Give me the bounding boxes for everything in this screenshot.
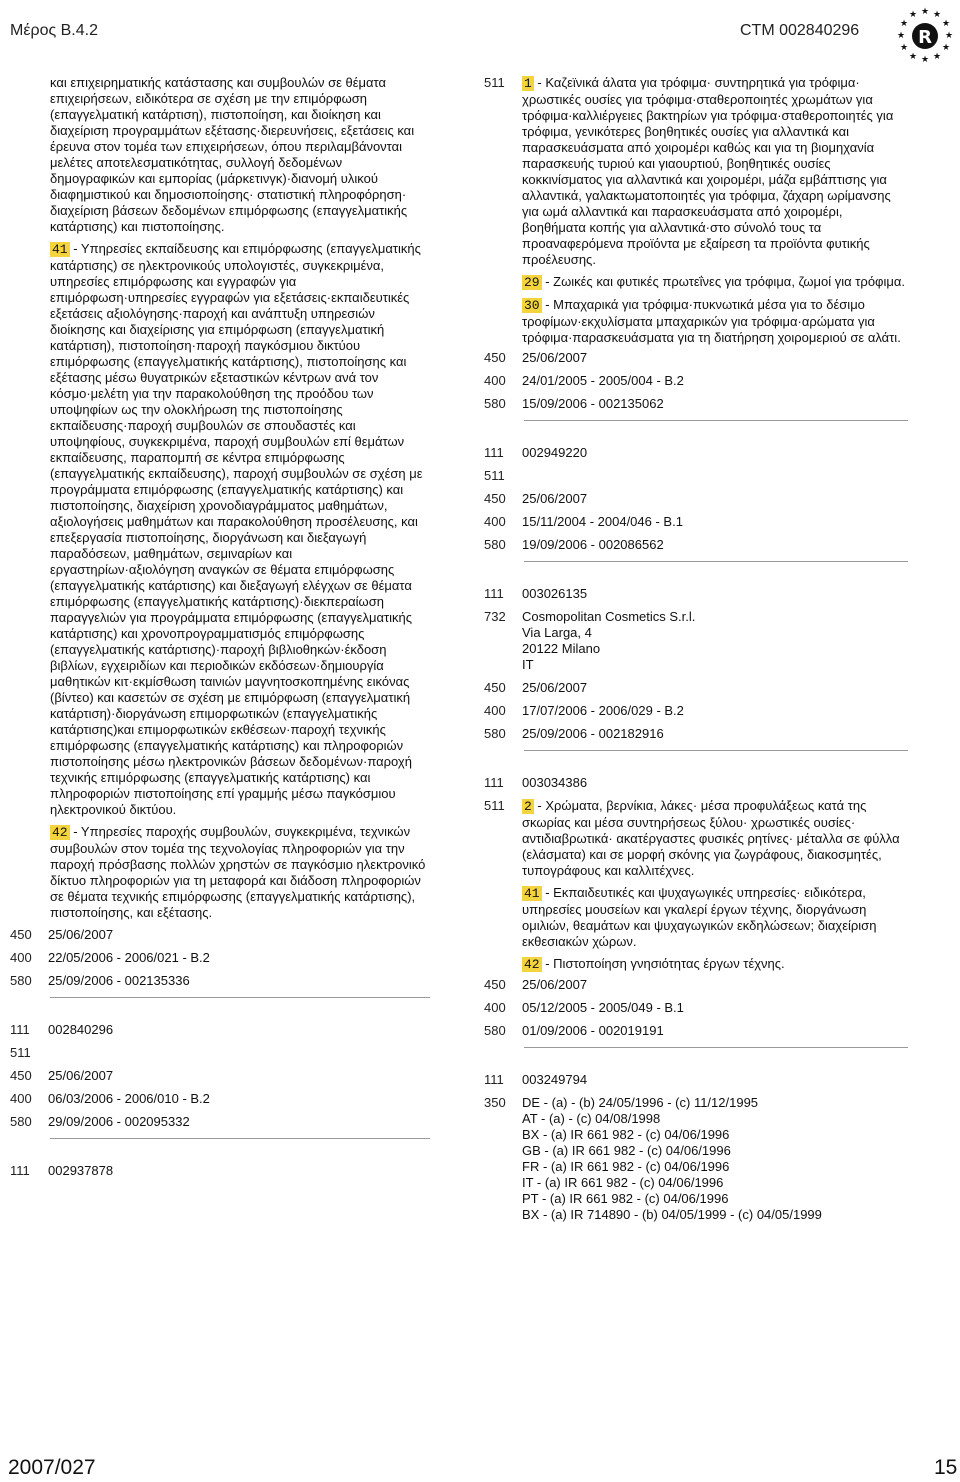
field-value: 25/06/2007 [48,1068,114,1083]
field-value: 25/06/2007 [522,350,588,365]
field-code: 400 [484,703,506,718]
field-code: 111 [484,445,504,460]
class-number-badge: 42 [52,825,68,840]
field-value: 25/09/2006 - 002182916 [522,726,664,741]
field-code: 111 [484,775,504,790]
field-code: 400 [484,514,506,529]
field-value: 17/07/2006 - 2006/029 - B.2 [522,703,684,718]
svg-text:★: ★ [908,52,918,62]
class-number-badge: 2 [524,799,532,814]
field-code: 450 [484,680,506,695]
field-row [10,1045,430,1061]
class-item-text: - Πιστοποίηση γνησιότητας έργων τέχνης. [541,956,785,971]
field-row [10,1022,430,1038]
class-41-text: - Υπηρεσίες εκπαίδευσης και επιμόρφωσης (επαγγελματικής κατάρτισης) σε ηλεκτρονικούς υπολογιστές, συγκεκριμένα, υπηρεσίες επιμόρφωσης και εγγραφών για επιμόρφωση·υπηρεσίες εγγραφών για εξετάσεις·εκπαιδευτικές εξετάσεις αξιολόγησης·παροχή και ανάπτυξη υπηρεσιών διοίκησης και διαχείρισης για επιμόρφωση (επαγγελματική κατάρτιση), πιστοποίηση·παροχή παγκόσμιου δικτύου επιμόρφωσης (επαγγελματικής κατάρτισης), πιστοποίησης και εξέτασης μέσω θυγατρικών εξεταστικών κέντρων ανά τον κόσμο·μελέτη για την παρακολούθηση της προόδου των υποψηφίων ως την ολοκλήρωση της πιστοποίησης εκπαίδευσης·παροχή συμβουλών σε σπουδαστές και υποψηφίους, συγκεκριμένα, παροχή συμβουλών επί θεμάτων εκπαίδευσης, παραπομπή σε κέντρα επιμόρφωσης (επαγγελματικής εκπαίδευσης), παροχή συμβουλών σε σχέση με προγράμματα επιμόρφωσης (επαγγελματικής κατάρτισης) και πιστοποίησης, διαχείριση χρονοδιαγράμματος μαθημάτων, αξιολογήσεις μαθημάτων και παρακολούθηση προσέλευσης, και επεξεργασία πιστοποίησης, διοργάνωση και διεξαγωγή παραδόσεων, μαθημάτων, σεμιναρίων και εργαστηρίων·αξιολόγηση αναγκών σε θέματα επιμόρφωσης (επαγγελματικής κατάρτισης) και διεξαγωγή ελέγχων σε θέματα επιμόρφωσης (επαγγελματικής κατάρτισης)·διεκπεραίωση παραγγελιών για προγράμματα επιμόρφωσης (επαγγελματικής κατάρτισης) και χρονοπρογραμματισμός επιμόρφωσης (επαγγελματικής κατάρτισης)·παροχή βιβλιοθηκών·έκδοση βιβλίων, εγχειριδίων και περιοδικών εκδόσεων·δημιουργία μαθητικών κιτ·εκμίσθωση ταινιών μαγνητοσκοπημένης εικόνας (βίντεο) και κασετών σε σχέση με επιμόρφωση (επαγγελματική κατάρτιση)·διοργάνωση επιμορφωτικών (επαγγελματικής κατάρτισης)και επιμορφωτικών εκθέσεων·παροχή τεχνικής επιμόρφωσης (επαγγελματικής κατάρτισης) και πληροφοριών πιστοποίησης μέσω ηλεκτρονικών βάσεων δεδομένων·παροχή τεχνικής επιμόρφωσης (επαγγελματικής κατάρτισης) και πληροφοριών πιστοποίησης επί γραμμής μέσω παγκόσμιου ηλεκτρονικού δικτύου. [50,241,423,817]
field-row [484,373,908,389]
field-code: 580 [10,973,32,988]
header-ctm: CTM 002840296 [740,22,860,39]
class-item-text: - Μπαχαρικά για τρόφιμα·πυκνωτικά μέσα για το δέσιμο τροφίμων·εκχυλίσματα μπαχαρικών για τρόφιμα·αρώματα για τρόφιμα·παρασκευάσματα για τη διατήρηση χοιρομεριού σε αλάτι. [522,297,901,345]
field-value [48,1045,430,1061]
field-value: 29/09/2006 - 002095332 [48,1114,190,1129]
field-value: 06/03/2006 - 2006/010 - B.2 [48,1091,210,1106]
field-row [484,1023,908,1039]
field-code: 580 [484,726,506,741]
owner-city: 20122 Milano [522,641,601,656]
field-code: 450 [484,977,506,992]
field-code: 400 [10,950,32,965]
seniority-line: GB - (a) IR 661 982 - (c) 04/06/1996 [522,1143,731,1158]
owner-block [484,609,908,673]
field-row [484,977,908,993]
svg-text:★: ★ [932,52,942,62]
field-code: 580 [10,1114,32,1129]
field-code: 580 [484,537,506,552]
field-value: 003249794 [522,1072,588,1087]
goods-services-block [484,798,908,973]
field-value: 003026135 [522,586,588,601]
field-value: 25/09/2006 - 002135336 [48,973,190,988]
class-item-text: - Εκπαιδευτικές και ψυχαγωγικές υπηρεσίες· ειδικότερα, υπηρεσίες μουσείων και γκαλερί έργων τέχνης, διοργάνωση ομιλιών, θεαμάτων και ψυχαγωγικών εκδηλώσεων; διαχείριση εκθεσιακών χώρων. [522,885,877,949]
class-item [522,885,908,950]
field-row [484,396,908,412]
field-row [484,445,908,461]
field-row [10,1091,430,1107]
field-row [484,586,908,602]
field-row [10,973,430,989]
left-column [10,75,430,1186]
class-item [522,956,908,973]
field-value: 15/09/2006 - 002135062 [522,396,664,411]
field-value: 22/05/2006 - 2006/021 - B.2 [48,950,210,965]
field-value: 002949220 [522,445,588,460]
record-divider [50,997,430,998]
field-row [484,703,908,719]
svg-text:★: ★ [896,31,906,41]
svg-text:★: ★ [941,43,951,53]
field-value: 003034386 [522,775,588,790]
field-row [484,1072,908,1088]
owner-country: IT [522,657,534,672]
seniority-line: DE - (a) - (b) 24/05/1996 - (c) 11/12/1995 [522,1095,759,1110]
field-code: 450 [484,491,506,506]
field-code: 400 [484,1000,506,1015]
seniority-block [484,1095,908,1223]
class-number-badge: 1 [524,76,532,91]
svg-text:★: ★ [944,31,954,41]
class-35-text: και επιχειρηματικής κατάστασης και συμβουλών σε θέματα επιχειρήσεων, ειδικότερα σε σχέση με την επιμόρφωση (επαγγελματική κατάρτιση), πιστοποίηση, και διοίκηση και διαχείριση προγραμμάτων εξέτασης·διερευνήσεις, εξετάσεις και έρευνα στον τομέα των επιχειρήσεων, όπου περιλαμβάνονται μελέτες αποτελεσματικότητας, συλλογή δεδομένων δημογραφικών και εμπορίας (μάρκετινγκ)·διανομή υλικού διαφημιστικού και δημοσιοποίησης· στατιστική πληροφόρηση· διαχείριση βάσεων δεδομένων επιμόρφωσης (επαγγελματικής κατάρτισης) και πιστοποίησης. [50,75,415,234]
field-row [10,927,430,943]
svg-text:R: R [918,27,932,48]
field-row [484,350,908,366]
class-item-text: - Χρώματα, βερνίκια, λάκες· μέσα προφυλάξεως κατά της σκωρίας και μέσα συντηρήσεως ξύλου· χρωστικές ουσίες· αντιδιαβρωτικά· ακατέργαστες φυσικές ρητίνες· μέταλλα σε φύλλα (ελάσματα) και σε μορφή σκόνης για ζωγράφους, διακοσμητές, τυπογράφους και καλλιτέχνες. [522,798,900,878]
svg-text:★: ★ [920,7,930,17]
field-code: 511 [10,1045,31,1060]
field-code: 111 [484,586,504,601]
class-item [522,274,908,291]
svg-text:★: ★ [899,19,909,29]
field-value [522,468,908,484]
field-code: 350 [484,1095,506,1110]
footer-page-number: 15 [934,1456,958,1479]
svg-text:★: ★ [941,19,951,29]
field-value: 24/01/2005 - 2005/004 - B.2 [522,373,684,388]
field-code: 111 [10,1163,30,1178]
field-code: 732 [484,609,506,624]
class-number-badge: 41 [524,886,540,901]
field-value: 25/06/2007 [522,680,588,695]
svg-text:★: ★ [932,10,942,20]
field-row [484,1000,908,1016]
field-code: 511 [484,798,505,813]
field-value: 19/09/2006 - 002086562 [522,537,664,552]
field-value: 01/09/2006 - 002019191 [522,1023,664,1038]
field-value: 15/11/2004 - 2004/046 - B.1 [522,514,683,529]
field-row [10,950,430,966]
field-row [484,514,908,530]
svg-text:★: ★ [920,55,930,62]
owner-name: Cosmopolitan Cosmetics S.r.l. [522,609,696,624]
record-divider [524,420,908,421]
field-value: 002840296 [48,1022,114,1037]
field-code: 511 [484,468,505,483]
class-item-text: - Ζωικές και φυτικές πρωτεΐνες για τρόφιμα, ζωμοί για τρόφιμα. [541,274,905,289]
class-41-paragraph [50,241,430,818]
svg-text:★: ★ [899,43,909,53]
field-code: 450 [10,927,32,942]
seniority-line: FR - (a) IR 661 982 - (c) 04/06/1996 [522,1159,730,1174]
field-value: 05/12/2005 - 2005/049 - B.1 [522,1000,684,1015]
field-row [10,1114,430,1130]
field-row [10,1163,430,1179]
svg-text:★: ★ [908,10,918,20]
field-row [484,468,908,484]
class-42-text: - Υπηρεσίες παροχής συμβουλών, συγκεκριμένα, τεχνικών συμβουλών στον τομέα της τεχνολογίας πληροφοριών για την παροχή πρόσβασης πολλών χρηστών σε παγκόσμιο ηλεκτρονικό δίκτυο πληροφοριών για τη μεταφορά και διάδοση πληροφοριών σε θέματα τεχνικής επιμόρφωσης (επαγγελματικής κατάρτισης), πιστοποίησης, και εξέτασης. [50,824,426,920]
class-number-badge: 30 [524,298,540,313]
class-42-paragraph [50,824,430,921]
field-row [10,1068,430,1084]
record-divider [50,1138,430,1139]
field-code: 111 [10,1022,30,1037]
record-divider [524,561,908,562]
field-code: 580 [484,1023,506,1038]
footer-issue: 2007/027 [8,1456,96,1479]
class-item [522,798,908,879]
seniority-line: AT - (a) - (c) 04/08/1998 [522,1111,661,1126]
field-code: 400 [10,1091,32,1106]
field-value: 25/06/2007 [522,491,588,506]
field-code: 511 [484,75,505,90]
field-code: 580 [484,396,506,411]
field-code: 111 [484,1072,504,1087]
field-row [484,680,908,696]
field-row [484,537,908,553]
goods-services-block [484,75,908,346]
class-item-text: - Καζεϊνικά άλατα για τρόφιμα· συντηρητικά για τρόφιμα· χρωστικές ουσίες για τρόφιμα·σταθεροποιητές χρωμάτων για τρόφιμα·καλλιέργειες βακτηρίων για τρόφιμα·σταθεροποιητές για τρόφιμα, γενικότερες βοηθητικές ουσίες για αλλαντικά και παρασκευάσματα από χοιρομέρι καθώς και για τη βιομηχανία παρασκευής τυριού και γιαουρτιού, βοηθητικές ουσίες κοκκινίσματος για αλλαντικά και χοιρομέρι, μάζα εμβάπτισης για αλλαντικά, γαλακτωματοποιητές για τρόφιμα, ζάχαρη ωρίμανσης για ωμά αλλαντικά και παρασκευάσματα από χοιρομέρι, βοηθήματα κοπής για αλλαντικά·στο σύνολό τους τα προαναφερόμενα προϊόντα με εξαίρεση τα προϊόντα φυτικής προέλευσης. [522,75,894,267]
seniority-line: IT - (a) IR 661 982 - (c) 04/06/1996 [522,1175,724,1190]
seniority-line: BX - (a) IR 661 982 - (c) 04/06/1996 [522,1127,730,1142]
class-number-badge: 29 [524,275,540,290]
header-part: Μέρος Β.4.2 [10,22,98,39]
class-number-badge: 41 [52,242,68,257]
owner-street: Via Larga, 4 [522,625,592,640]
record-divider [524,750,908,751]
class-item [522,297,908,346]
class-item [522,75,908,268]
field-row [484,491,908,507]
seniority-line: PT - (a) IR 661 982 - (c) 04/06/1996 [522,1191,729,1206]
eu-logo-icon [896,4,954,62]
field-value: 25/06/2007 [48,927,114,942]
field-value: 25/06/2007 [522,977,588,992]
field-code: 450 [484,350,506,365]
record-divider [524,1047,908,1048]
field-code: 450 [10,1068,32,1083]
seniority-line: BX - (a) IR 714890 - (b) 04/05/1999 - (c) 04/05/1999 [522,1207,822,1222]
right-column [484,75,908,1230]
field-code: 400 [484,373,506,388]
field-value: 002937878 [48,1163,114,1178]
class-number-badge: 42 [524,957,540,972]
field-row [484,775,908,791]
field-row [484,726,908,742]
